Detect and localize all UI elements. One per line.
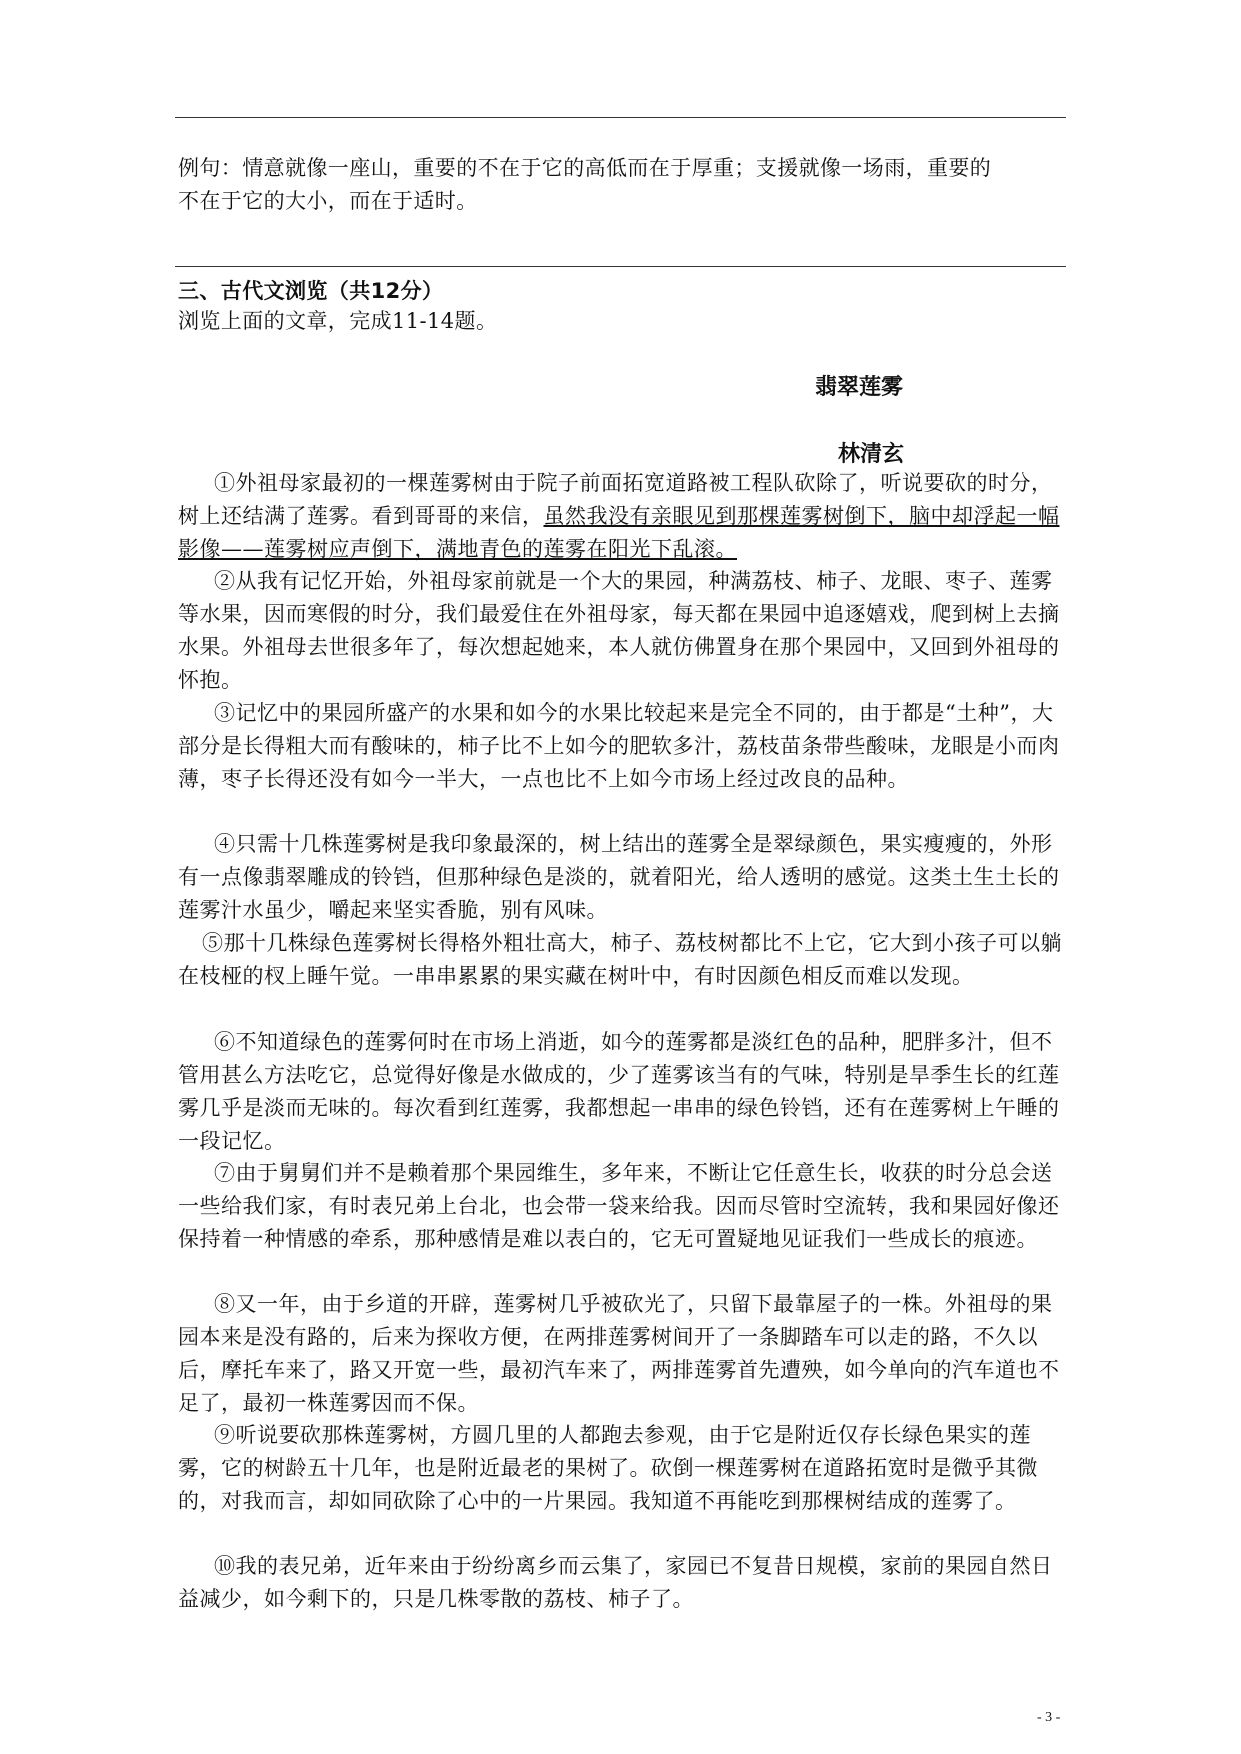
paragraph-6: ⑥不知道绿色的莲雾何时在市场上消逝，如今的莲雾都是淡红色的品种，肥胖多汁，但不管用甚么方法吃它，总觉得好像是水做成的，少了莲雾该当有的气味，特别是旱季生长的红莲雾几乎是淡而无味的。每次看到红莲雾，我都想起一串串的绿色铃铛，还有在莲雾树上午睡的一段记忆。 xyxy=(178,1030,1060,1153)
paragraph-5: ⑤那十几株绿色莲雾树长得格外粗壮高大，柿子、荔枝树都比不上它，它大到小孩子可以躺在枝桠的杈上睡午觉。一串串累累的果实藏在树叶中，有时因颜色相反而难以发现。 xyxy=(178,931,1062,988)
paragraph-2: ②从我有记忆开始，外祖母家前就是一个大的果园，种满荔枝、柿子、龙眼、枣子、莲雾等水果，因而寒假的时分，我们最爱住在外祖母家，每天都在果园中追逐嬉戏，爬到树上去摘水果。外祖母去世很多年了，每次想起她来，本人就仿佛置身在那个果园中，又回到外祖母的怀抱。 xyxy=(178,569,1060,692)
example-line-2: 不在于它的大小，而在于适时。 xyxy=(178,189,478,213)
example-line-1: 例句：情意就像一座山，重要的不在于它的高低而在于厚重；支援就像一场雨，重要的 xyxy=(178,156,992,180)
paragraph-3: ③记忆中的果园所盛产的水果和如今的水果比较起来是完全不同的，由于都是“土种”，大部分是长得粗大而有酸味的，柿子比不上如今的肥软多汁，荔枝苗条带些酸味，龙眼是小而肉薄，枣子长得还没有如今一半大，一点也比不上如今市场上经过改良的品种。 xyxy=(178,701,1060,791)
article-title: 翡翠莲雾 xyxy=(815,375,904,400)
paragraph-1-text: ①外祖母家最初的一棵莲雾树由于院子前面拓宽道路被工程队砍除了，听说要砍的时分，树上还结满了莲雾。看到哥哥的来信， xyxy=(178,471,1053,528)
paragraph-8: ⑧又一年，由于乡道的开辟，莲雾树几乎被砍光了，只留下最靠屋子的一株。外祖母的果园本来是没有路的，后来为探收方便，在两排莲雾树间开了一条脚踏车可以走的路，不久以后，摩托车来了，路又开宽一些，最初汽车来了，两排莲雾首先遭殃，如今单向的汽车道也不足了，最初一株莲雾因而不保。 xyxy=(178,1292,1060,1415)
section-heading: 三、古代文浏览（共12分） xyxy=(178,279,444,303)
section-instruction: 浏览上面的文章，完成11-14题。 xyxy=(178,309,498,333)
paragraph-7: ⑦由于舅舅们并不是赖着那个果园维生，多年来，不断让它任意生长，收获的时分总会送一些给我们家，有时表兄弟上台北，也会带一袋来给我。因而尽管时空流转，我和果园好像还保持着一种情感的牵系，那种感情是难以表白的，它无可置疑地见证我们一些成长的痕迹。 xyxy=(178,1161,1060,1251)
top-rule xyxy=(175,117,1066,118)
paragraph-1-underlined: 虽然我没有亲眼见到那棵莲雾树倒下，脑中却浮起一幅影像——莲雾树应声倒下，满地青色的莲雾在阳光下乱滚。 xyxy=(178,504,1060,561)
page-number: - 3 - xyxy=(1037,1710,1061,1725)
paragraph-10: ⑩我的表兄弟，近年来由于纷纷离乡而云集了，家园已不复昔日规模，家前的果园自然日益减少，如今剩下的，只是几株零散的荔枝、柿子了。 xyxy=(178,1554,1053,1611)
section-rule xyxy=(175,266,1066,267)
article-author: 林清玄 xyxy=(838,442,905,467)
paragraph-4: ④只需十几株莲雾树是我印象最深的，树上结出的莲雾全是翠绿颜色，果实瘦瘦的，外形有一点像翡翠雕成的铃铛，但那种绿色是淡的，就着阳光，给人透明的感觉。这类土生土长的莲雾汁水虽少，嚼起来坚实香脆，别有风味。 xyxy=(178,832,1060,922)
paragraph-1 xyxy=(178,467,1068,566)
paragraph-9: ⑨听说要砍那株莲雾树，方圆几里的人都跑去参观，由于它是附近仅存长绿色果实的莲雾，它的树龄五十几年，也是附近最老的果树了。砍倒一棵莲雾树在道路拓宽时是微乎其微的，对我而言，却如同砍除了心中的一片果园。我知道不再能吃到那棵树结成的莲雾了。 xyxy=(178,1423,1038,1513)
